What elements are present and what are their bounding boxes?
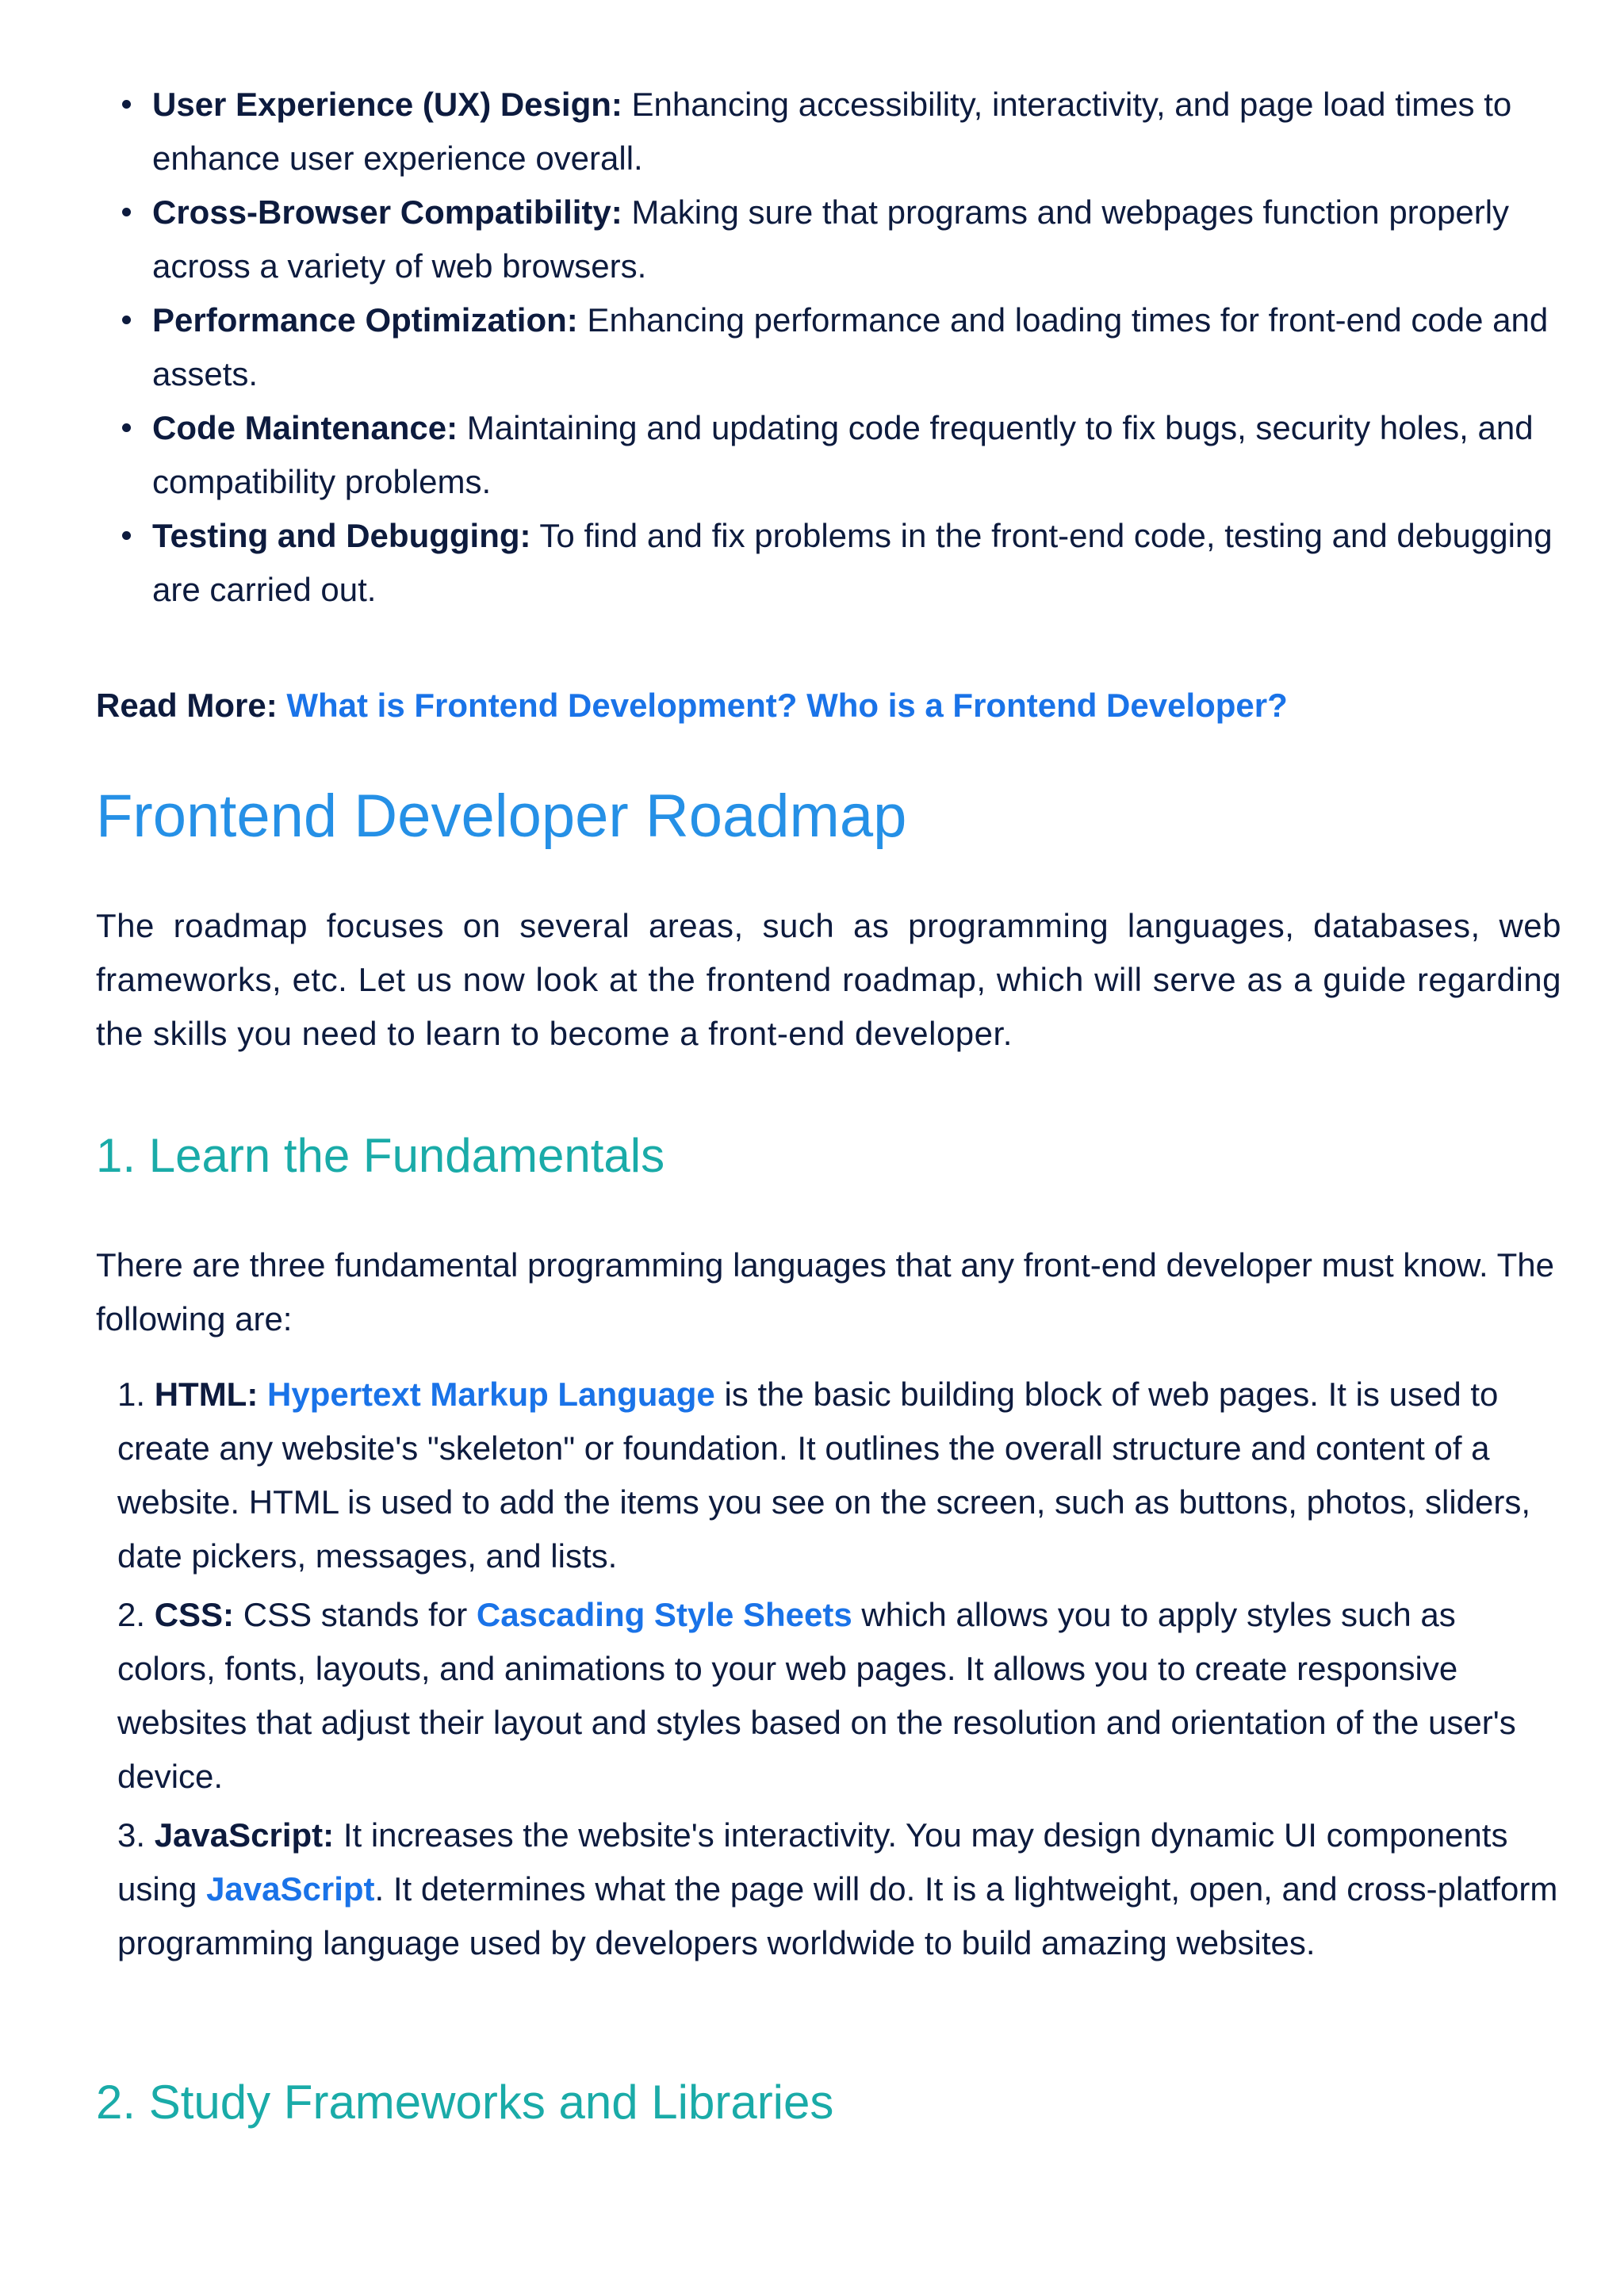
read-more-link[interactable]: What is Frontend Development? Who is a Frontend Developer? bbox=[286, 687, 1288, 724]
list-item bbox=[125, 78, 1561, 186]
list-item-term: HTML: bbox=[154, 1376, 259, 1413]
list-item bbox=[125, 509, 1561, 617]
languages-list bbox=[117, 1368, 1561, 1975]
list-item bbox=[125, 293, 1561, 401]
list-item-number: 2. bbox=[117, 1596, 155, 1633]
list-item-text: which allows you to apply styles such as colors, fonts, layouts, and animations to your web pages. It allows you to create responsive websites that adjust their layout and styles based on the resolution and orientation of the user's device. bbox=[117, 1596, 1516, 1795]
list-item-number: 3. bbox=[117, 1816, 155, 1854]
list-item-text: Enhancing accessibility, interactivity, and page load times to enhance user experience overall. bbox=[152, 86, 1512, 177]
list-item-text: Enhancing performance and loading times for front-end code and assets. bbox=[152, 301, 1549, 392]
responsibilities-list bbox=[125, 78, 1561, 617]
list-item bbox=[117, 1588, 1561, 1804]
list-item bbox=[117, 1808, 1561, 1970]
page-title: Frontend Developer Roadmap bbox=[96, 783, 907, 850]
list-item-text: . It determines what the page will do. It is a lightweight, open, and cross-platform programming language used by developers worldwide to build amazing websites. bbox=[117, 1870, 1558, 1961]
list-item-term: Performance Optimization: bbox=[152, 301, 578, 339]
list-item-text: Maintaining and updating code frequently to fix bugs, security holes, and compatibility problems. bbox=[152, 409, 1534, 500]
list-item-text: It increases the website's interactivity. You may design dynamic UI components using bbox=[117, 1816, 1508, 1908]
list-item bbox=[117, 1368, 1561, 1583]
list-item-text: CSS stands for bbox=[234, 1596, 477, 1633]
list-item-term: Cross-Browser Compatibility: bbox=[152, 193, 622, 231]
javascript-link[interactable]: JavaScript bbox=[206, 1870, 375, 1908]
list-item-term: JavaScript: bbox=[154, 1816, 335, 1854]
list-item bbox=[125, 186, 1561, 293]
fundamentals-intro: There are three fundamental programming languages that any front-end developer must know. The following are: bbox=[96, 1246, 1554, 1337]
list-item-text: To find and fix problems in the front-end code, testing and debugging are carried out. bbox=[152, 517, 1553, 608]
list-item-term: User Experience (UX) Design: bbox=[152, 86, 622, 123]
read-more bbox=[96, 683, 1288, 728]
css-link[interactable]: Cascading Style Sheets bbox=[476, 1596, 852, 1633]
list-item-term: CSS: bbox=[154, 1596, 235, 1633]
list-item-term: Code Maintenance: bbox=[152, 409, 458, 446]
read-more-label: Read More: bbox=[96, 687, 287, 724]
html-link[interactable]: Hypertext Markup Language bbox=[267, 1376, 715, 1413]
list-item bbox=[125, 401, 1561, 509]
list-item-text: Making sure that programs and webpages function properly across a variety of web browsers. bbox=[152, 193, 1510, 285]
list-item-text: is the basic building block of web pages. It is used to create any website's "skeleton" or foundation. It outlines the overall structure and content of a website. HTML is used to add the items you see on the screen, such as buttons, photos, sliders, date pickers, messages, and lists. bbox=[117, 1376, 1531, 1575]
list-item-text bbox=[258, 1376, 267, 1413]
list-item-term: Testing and Debugging: bbox=[152, 517, 531, 554]
intro-paragraph: The roadmap focuses on several areas, such as programming languages, databases, web frameworks, etc. Let us now look at the frontend roadmap, which will serve as a guide regarding the skills you need to learn to become a front-end developer. bbox=[96, 907, 1561, 1052]
section-heading-frameworks: 2. Study Frameworks and Libraries bbox=[96, 2076, 834, 2129]
section-heading-fundamentals: 1. Learn the Fundamentals bbox=[96, 1129, 665, 1182]
list-item-number: 1. bbox=[117, 1376, 155, 1413]
